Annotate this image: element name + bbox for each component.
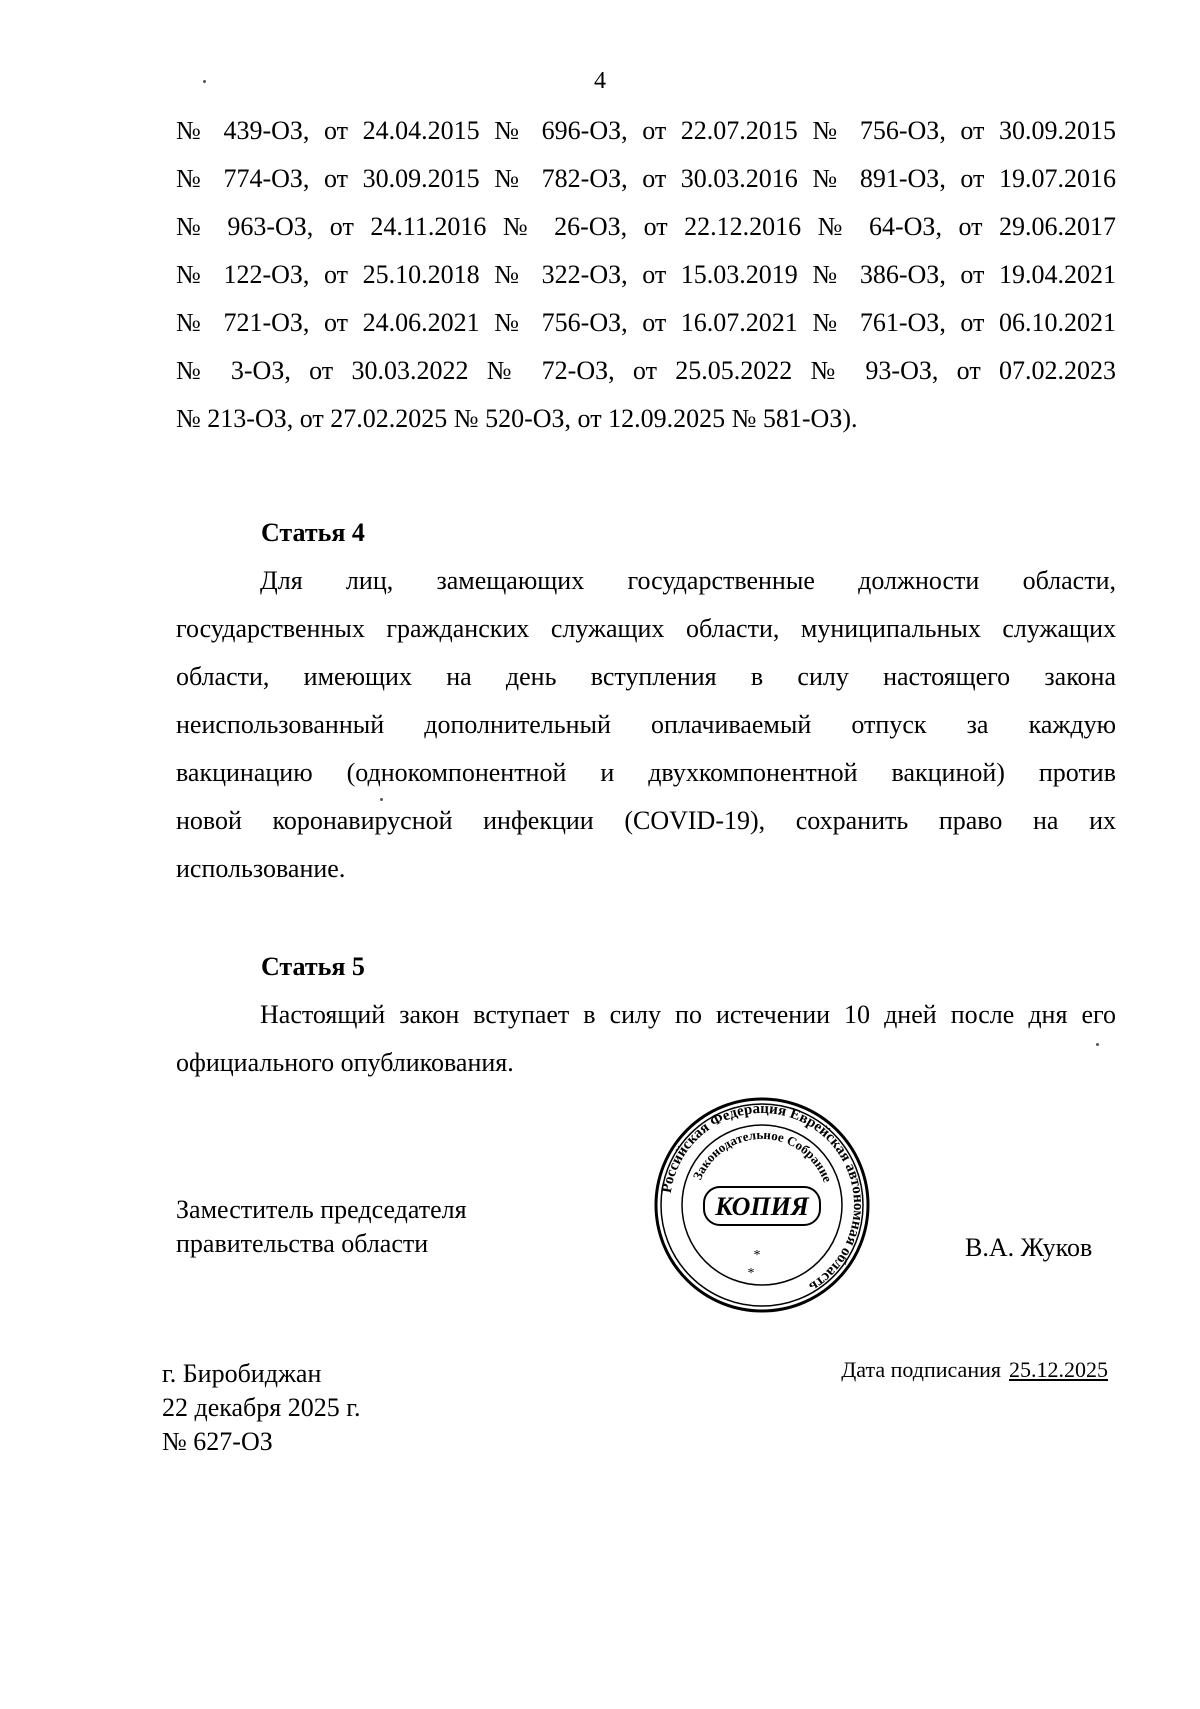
scan-artifact: [380, 798, 383, 801]
signatory-position-line: Заместитель председателя: [176, 1195, 467, 1224]
signing-date-label: Дата подписания: [841, 1357, 1001, 1382]
amendment-line: № 3-ОЗ, от 30.03.2022 № 72-ОЗ, от 25.05.2022 № 93-ОЗ, от 07.02.2023: [176, 356, 1116, 385]
place-and-number: [162, 1357, 360, 1459]
article-4-body: [176, 557, 1116, 893]
stamp-graphic: [652, 1095, 872, 1315]
page-number: 4: [594, 68, 606, 94]
law-number: № 627-ОЗ: [162, 1427, 273, 1456]
city: г. Биробиджан: [162, 1359, 322, 1388]
article-4-line: государственных гражданских служащих области, муниципальных служащих: [176, 614, 1116, 643]
scan-artifact: [203, 80, 206, 83]
signatory-position: [176, 1193, 467, 1261]
article-4-line: использование.: [176, 854, 346, 883]
signatory-position-line: правительства области: [176, 1229, 429, 1258]
signing-date-value: 25.12.2025: [1009, 1357, 1108, 1382]
article-4-heading: Статья 4: [261, 518, 365, 547]
signatory-name: В.А. Жуков: [965, 1233, 1093, 1262]
amendment-list: [176, 107, 1116, 443]
article-5-line: Настоящий закон вступает в силу по истечении 10 дней после дня его: [260, 1000, 1116, 1029]
stamp-star-icon: *: [747, 1266, 755, 1281]
article-4-line: Для лиц, замещающих государственные должности области,: [260, 566, 1116, 595]
signing-date: [841, 1355, 1108, 1385]
amendment-line: № 721-ОЗ, от 24.06.2021 № 756-ОЗ, от 16.07.2021 № 761-ОЗ, от 06.10.2021: [176, 308, 1116, 337]
amendment-line: № 122-ОЗ, от 25.10.2018 № 322-ОЗ, от 15.03.2019 № 386-ОЗ, от 19.04.2021: [176, 260, 1116, 289]
article-4-line: вакцинацию (однокомпонентной и двухкомпонентной вакциной) против: [176, 758, 1116, 787]
official-stamp: [652, 1095, 872, 1315]
amendment-line: № 963-ОЗ, от 24.11.2016 № 26-ОЗ, от 22.12.2016 № 64-ОЗ, от 29.06.2017: [176, 212, 1116, 241]
adoption-date: 22 декабря 2025 г.: [162, 1393, 361, 1422]
amendment-line: № 439-ОЗ, от 24.04.2015 № 696-ОЗ, от 22.07.2015 № 756-ОЗ, от 30.09.2015: [176, 116, 1116, 145]
article-4-line: неиспользованный дополнительный оплачиваемый отпуск за каждую: [176, 710, 1116, 739]
article-4-line: области, имеющих на день вступления в силу настоящего закона: [176, 662, 1116, 691]
amendment-line: № 774-ОЗ, от 30.09.2015 № 782-ОЗ, от 30.03.2016 № 891-ОЗ, от 19.07.2016: [176, 164, 1116, 193]
article-5-body: [176, 991, 1116, 1087]
stamp-outer-text: Российская Федерация Еврейская автономная область: [658, 1100, 867, 1295]
stamp-inner-text: Законодательное Собрание: [689, 1126, 836, 1185]
article-5-line: официального опубликования.: [176, 1048, 514, 1077]
amendment-line: № 213-ОЗ, от 27.02.2025 № 520-ОЗ, от 12.09.2025 № 581-ОЗ).: [176, 404, 858, 433]
scan-artifact: [1096, 1043, 1099, 1046]
stamp-star-icon: *: [753, 1248, 761, 1263]
article-4-line: новой коронавирусной инфекции (COVID-19), сохранить право на их: [176, 806, 1116, 835]
article-5-heading: Статья 5: [261, 952, 365, 981]
stamp-center-text: КОПИЯ: [715, 1192, 809, 1221]
